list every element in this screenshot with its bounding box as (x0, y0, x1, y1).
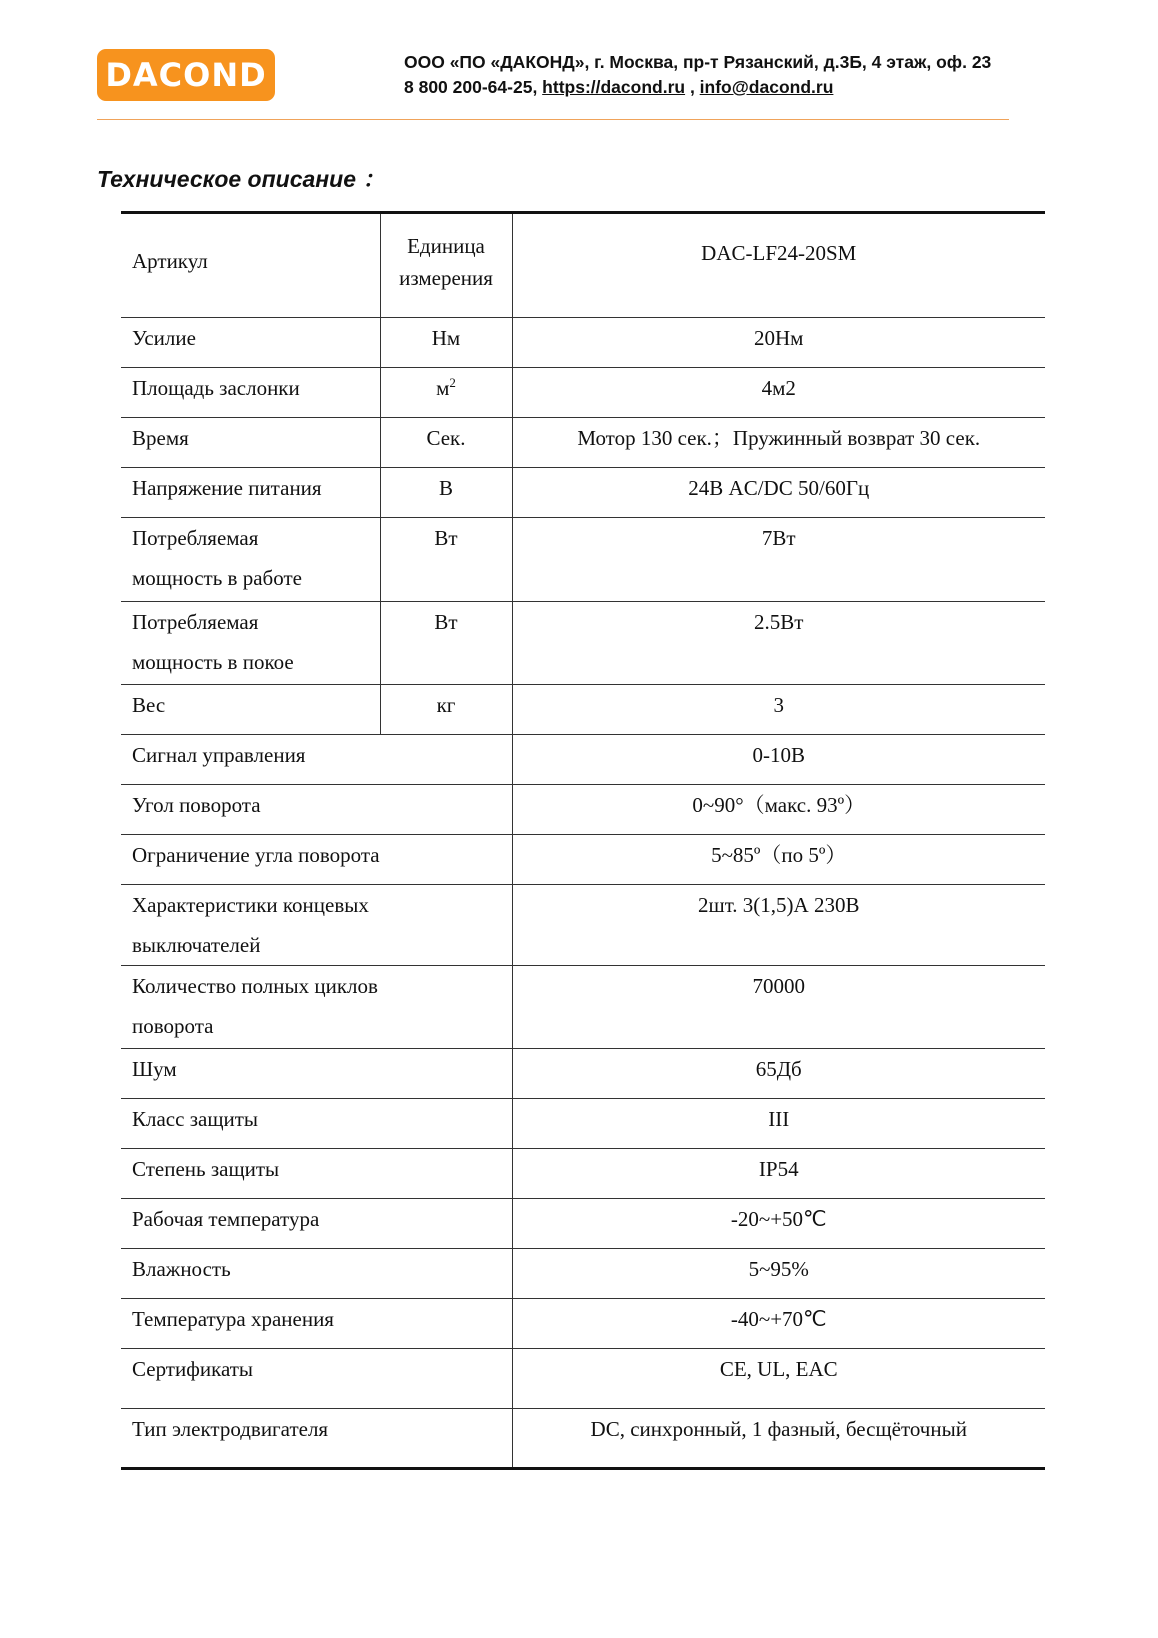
table-row (121, 835, 1045, 885)
row-param: Класс защиты (121, 1099, 512, 1149)
table-row (121, 518, 1045, 602)
table-row (121, 318, 1045, 368)
table-row (121, 368, 1045, 418)
row-value: 7Вт (512, 518, 1045, 602)
row-value: III (512, 1099, 1045, 1149)
row-unit: Вт (380, 518, 512, 602)
table-row (121, 602, 1045, 685)
row-unit: Вт (380, 602, 512, 685)
table-row (121, 1299, 1045, 1349)
row-value: 24В AC/DC 50/60Гц (512, 468, 1045, 518)
row-unit: кг (380, 685, 512, 735)
row-value: DC, синхронный, 1 фазный, бесщёточный (512, 1409, 1045, 1469)
table-row (121, 1409, 1045, 1469)
header-article: Артикул (121, 213, 380, 318)
row-value: -40~+70℃ (512, 1299, 1045, 1349)
table-row (121, 1249, 1045, 1299)
row-value: 2.5Вт (512, 602, 1045, 685)
row-param: Тип электродвигателя (132, 1417, 329, 1441)
spec-table (121, 211, 1045, 1470)
website-link[interactable]: https://dacond.ru (542, 77, 686, 97)
row-param: Рабочая температура (121, 1199, 512, 1249)
email-link[interactable]: info@dacond.ru (699, 77, 834, 97)
table-row (121, 1199, 1045, 1249)
row-param: Количество полных циклов поворота (121, 966, 512, 1049)
table-row (121, 1349, 1045, 1409)
row-param: Время (121, 418, 380, 468)
row-param: Влажность (121, 1249, 512, 1299)
table-row (121, 468, 1045, 518)
row-param: Температура хранения (121, 1299, 512, 1349)
row-value: 65Дб (512, 1049, 1045, 1099)
row-param: Степень защиты (121, 1149, 512, 1199)
row-param: Усилие (121, 318, 380, 368)
header-unit: Единица измерения (380, 213, 512, 318)
table-row (121, 1149, 1045, 1199)
company-contacts (404, 75, 1124, 100)
row-value: IP54 (512, 1149, 1045, 1199)
page-title: Техническое описание ： (97, 166, 386, 192)
contact-separator: , (685, 77, 700, 97)
row-param: Сигнал управления (121, 735, 512, 785)
table-row (121, 418, 1045, 468)
row-param: Потребляемая мощность в работе (121, 518, 380, 602)
table-row (121, 1099, 1045, 1149)
row-value: 2шт. 3(1,5)А 230В (512, 885, 1045, 966)
row-param: Шум (121, 1049, 512, 1099)
row-param: Потребляемая мощность в покое (121, 602, 380, 685)
row-param: Сертификаты (121, 1349, 512, 1409)
table-row (121, 685, 1045, 735)
row-param: Характеристики концевых выключателей (121, 885, 512, 966)
row-value: Мотор 130 сек.；Пружинный возврат 30 сек. (512, 418, 1045, 468)
table-row (121, 966, 1045, 1049)
row-value: 70000 (512, 966, 1045, 1049)
row-param: Напряжение питания (121, 468, 380, 518)
row-unit: Нм (380, 318, 512, 368)
row-param: Ограничение угла поворота (121, 835, 512, 885)
header-model: DAC-LF24-20SM (512, 213, 1045, 318)
row-value: CE, UL, EAC (512, 1349, 1045, 1409)
row-param: Вес (121, 685, 380, 735)
company-address: ООО «ПО «ДАКОНД», г. Москва, пр-т Рязанский, д.3Б, 4 этаж, оф. 23 (404, 52, 992, 72)
table-row (121, 1049, 1045, 1099)
row-value: 4м2 (512, 368, 1045, 418)
row-value: 0~90°（макс. 93º） (512, 785, 1045, 835)
header-divider (97, 119, 1009, 120)
row-value: 20Нм (512, 318, 1045, 368)
row-unit: В (380, 468, 512, 518)
row-value: 3 (512, 685, 1045, 735)
table-row (121, 785, 1045, 835)
row-value: 5~85º（по 5º） (512, 835, 1045, 885)
company-logo: DACOND (97, 49, 275, 101)
row-value: 0-10В (512, 735, 1045, 785)
company-info (404, 50, 1124, 100)
table-row (121, 735, 1045, 785)
row-param: Площадь заслонки (121, 368, 380, 418)
row-value: 5~95% (512, 1249, 1045, 1299)
row-unit: $м^2$ (380, 368, 512, 418)
row-param: Угол поворота (121, 785, 512, 835)
row-value: -20~+50℃ (512, 1199, 1045, 1249)
table-row (121, 885, 1045, 966)
company-phone: 8 800 200-64-25, (404, 77, 543, 97)
table-header-row (121, 213, 1045, 318)
row-unit: Сек. (380, 418, 512, 468)
